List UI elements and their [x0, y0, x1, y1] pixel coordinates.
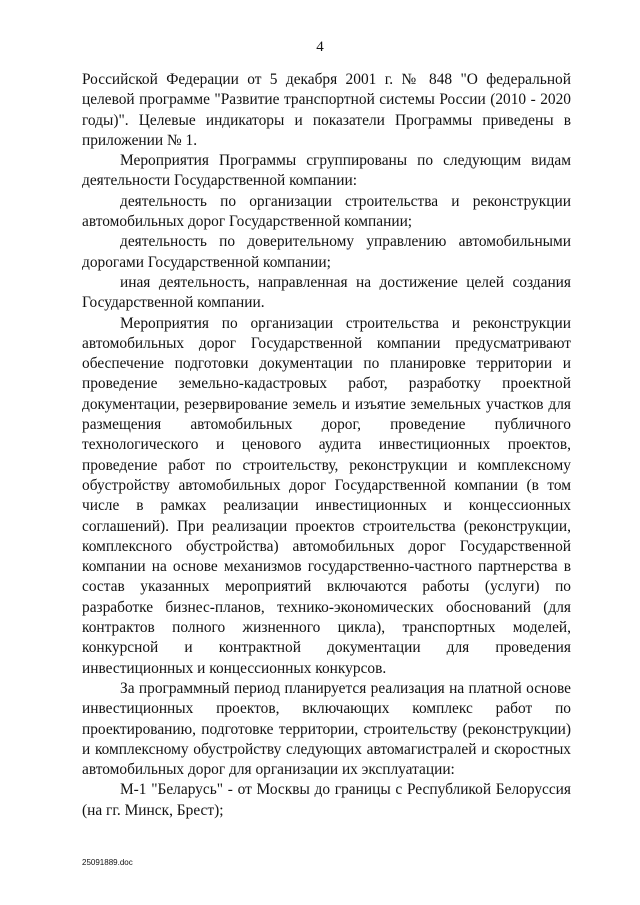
list-item-other-activity: иная деятельность, направленная на достижение целей создания Государственной компании.	[82, 273, 571, 312]
paragraph-construction-measures: Мероприятия по организации строительства и реконструкции автомобильных дорог Государственной компании предусматривают обеспечение подготовки документации по планировке территории и проведение земельно-кадастровых работ, разработку проектной документации, резервирование земель и изъятие земельных участков для размещения автомобильных дорог, проведение публичного технологического и ценового аудита инвестиционных проектов, проведение работ по строительству, реконструкции и комплексному обустройству автомобильных дорог Государственной компании (в том числе в рамках реализации инвестиционных и концессионных соглашений). При реализации проектов строительства (реконструкции, комплексного обустройства) автомобильных дорог Государственной компании на основе механизмов государственно-частного партнерства в состав указанных мероприятий включаются работы (услуги) по разработке бизнес-планов, технико-экономических обоснований (для контрактов полного жизненного цикла), транспортных моделей, конкурсной и контрактной документации для проведения инвестиционных и концессионных конкурсов.	[82, 314, 571, 677]
footer-filename: 25091889.doc	[82, 858, 133, 867]
paragraph-activity-groups: Мероприятия Программы сгруппированы по следующим видам деятельности Государственной компании:	[82, 152, 571, 190]
paragraph-continuation: Российской Федерации от 5 декабря 2001 г. № 848 "О федеральной целевой программе "Развитие транспортной системы России (2010 - 2020 годы)". Целевые индикаторы и показатели Программы приведены в приложении № 1.	[82, 71, 571, 149]
body-text	[82, 70, 571, 821]
list-item-m1-belarus: М-1 "Беларусь" - от Москвы до границы с Республикой Белоруссия (на гг. Минск, Брест);	[82, 781, 571, 819]
list-item-trust-management: деятельность по доверительному управлению автомобильными дорогами Государственной компании;	[82, 233, 571, 271]
page-number: 4	[316, 39, 324, 55]
paragraph-program-period: За программный период планируется реализация на платной основе инвестиционных проектов, включающих комплекс работ по проектированию, подготовке территории, строительству (реконструкции) и комплексному обустройству следующих автомагистралей и скоростных автомобильных дорог для организации их эксплуатации:	[82, 679, 571, 779]
list-item-construction: деятельность по организации строительства и реконструкции автомобильных дорог Государственной компании;	[82, 192, 571, 231]
